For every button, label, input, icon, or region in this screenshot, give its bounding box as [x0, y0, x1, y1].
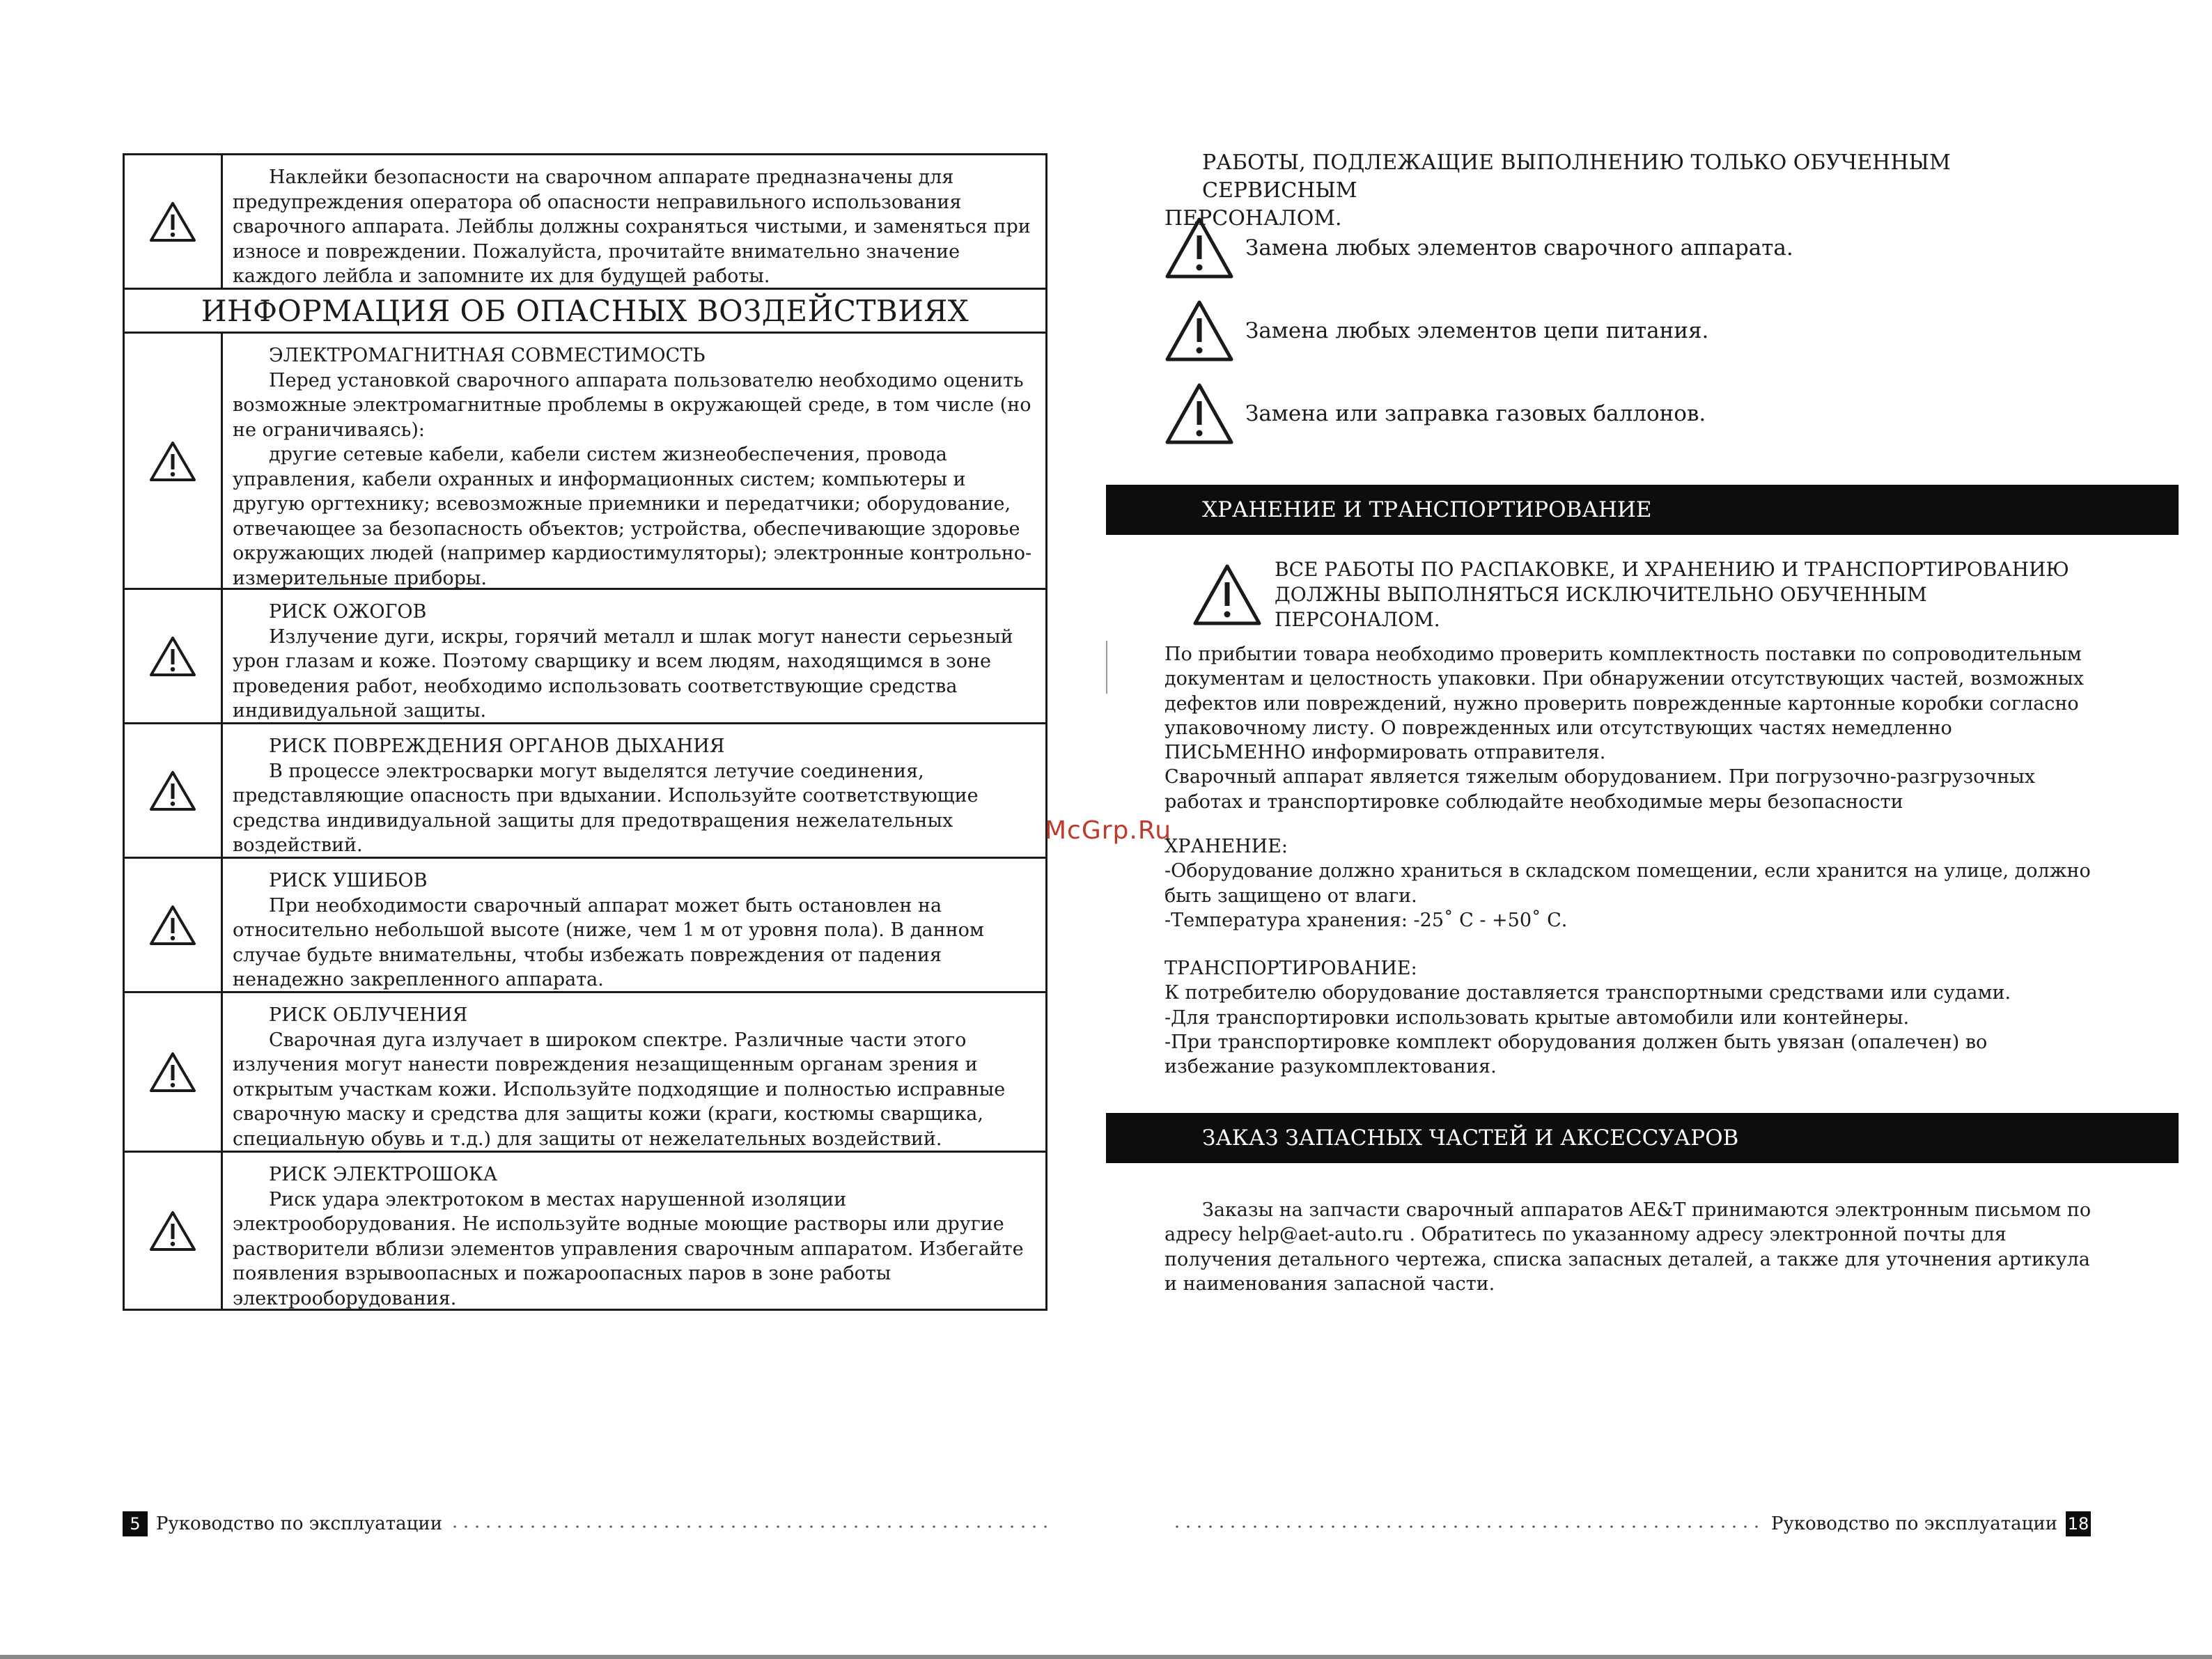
intro-row	[125, 155, 1045, 288]
parts-block	[1165, 1198, 2098, 1296]
hazard-title: РИСК ЭЛЕКТРОШОКА	[269, 1164, 498, 1185]
storage-title: ХРАНЕНИЕ:	[1165, 836, 1288, 857]
intro-text: Наклейки безопасности на сварочном аппарате предназначены для предупреждения оператора об опасности неправильного использования сварочного аппарата. Лейблы должны сохраняться чистыми, и заменяться при износе и повреждении. Пожалуйста, прочитайте внимательно значение каждого лейбла и запомните их для будущей работы.	[233, 166, 1031, 287]
hazard-text	[223, 590, 1045, 722]
footer-dots	[449, 1525, 1049, 1528]
hazard-title: РИСК ПОВРЕЖДЕНИЯ ОРГАНОВ ДЫХАНИЯ	[269, 735, 725, 757]
hazard-table	[123, 153, 1047, 1311]
footer-dots	[1171, 1525, 1764, 1528]
watermark: McGrp.Ru	[1045, 816, 1172, 845]
hazard-title: РИСК УШИБОВ	[269, 870, 428, 891]
page-number: 5	[123, 1511, 148, 1536]
hazard-row-emc	[125, 332, 1045, 588]
warning-text: ВСЕ РАБОТЫ ПО РАСПАКОВКЕ, И ХРАНЕНИЮ И ТРАНСПОРТИРОВАНИЮ ДОЛЖНЫ ВЫПОЛНЯТЬСЯ ИСКЛЮЧИТЕЛЬНО ОБУЧЕННЫМ ПЕРСОНАЛОМ.	[1275, 558, 2069, 631]
hazard-title: РИСК ОБЛУЧЕНИЯ	[269, 1004, 468, 1026]
footer-right	[1165, 1511, 2091, 1536]
hazard-text	[223, 859, 1045, 991]
parts-text: Заказы на запчасти сварочный аппаратов AE&T принимаются электронным письмом по адресу help@aet-auto.ru . Обратитесь по указанному адресу электронной почты для получения детального чертежа, списка запасных деталей, а также для уточнения артикула и наименования запасной части.	[1165, 1199, 2092, 1295]
arrival-block	[1165, 642, 2098, 814]
service-item: Замена любых элементов сварочного аппарата.	[1165, 215, 2070, 281]
service-item: Замена любых элементов цепи питания.	[1165, 297, 2070, 364]
hazard-text	[223, 1153, 1045, 1309]
transport-line: К потребителю оборудование доставляется транспортными средствами или судами.	[1165, 982, 2011, 1004]
hazard-paragraph: Перед установкой сварочного аппарата пользователю необходимо оценить возможные электромагнитные проблемы в окружающей среде, в том числе (но не ограничиваясь):	[233, 369, 1031, 441]
hazard-paragraph: другие сетевые кабели, кабели систем жизнеобеспечения, провода управления, кабели охранных и информационных систем; компьютеры и другую оргтехнику; всевозможные приемники и передатчики; оборудование, отвечающее за безопасность объектов; устройства, обеспечивающие здоровье окружающих людей (например кардиостимуляторы); электронные контрольно-измерительные приборы.	[233, 444, 1032, 589]
hazard-text	[223, 724, 1045, 857]
heavy-text: Сварочный аппарат является тяжелым оборудованием. При погрузочно-разгрузочных работах и транспортировке соблюдайте необходимые меры безопасности	[1165, 766, 2035, 813]
hazard-text	[223, 993, 1045, 1151]
page-divider	[1106, 641, 1107, 694]
warning-icon	[125, 724, 223, 857]
transport-block	[1165, 956, 2098, 1079]
warning-icon	[1165, 216, 1234, 280]
bottom-edge	[0, 1655, 2212, 1659]
warning-icon	[125, 155, 223, 288]
hazard-paragraph: Сварочная дуга излучает в широком спектре. Различные части этого излучения могут нанести повреждения незащищенным органам зрения и открытым участкам кожи. Используйте подходящие и полностью исправные сварочную маску и средства для защиты кожи (краги, костюмы сварщика, специальную обувь и т.д.) для защиты от нежелательных воздействий.	[233, 1029, 1006, 1150]
transport-title: ТРАНСПОРТИРОВАНИЕ:	[1165, 958, 1417, 979]
hazard-paragraph: В процессе электросварки могут выделятся летучие соединения, представляющие опасность при вдыхании. Используйте соответствующие средства индивидуальной защиты для предотвращения нежелательных воздействий.	[233, 760, 979, 856]
warning-icon	[1165, 382, 1234, 446]
warning-icon	[125, 859, 223, 991]
section-title: ИНФОРМАЦИЯ ОБ ОПАСНЫХ ВОЗДЕЙСТВИЯХ	[125, 288, 1045, 332]
service-item: Замена или заправка газовых баллонов.	[1165, 380, 2070, 447]
hazard-title: РИСК ОЖОГОВ	[269, 601, 427, 623]
hazard-row-shock	[125, 1151, 1045, 1309]
page-number: 18	[2066, 1511, 2091, 1536]
warning-icon	[125, 993, 223, 1151]
storage-section-band: ХРАНЕНИЕ И ТРАНСПОРТИРОВАНИЕ	[1106, 485, 2179, 535]
hazard-text	[223, 334, 1045, 588]
hazard-row-burns	[125, 588, 1045, 722]
hazard-row-bruises	[125, 857, 1045, 991]
hazard-title: ЭЛЕКТРОМАГНИТНАЯ СОВМЕСТИМОСТЬ	[269, 345, 706, 366]
transport-line: -При транспортировке комплект оборудования должен быть увязан (опалечен) во избежание разукомплектования.	[1165, 1031, 1988, 1078]
warning-icon	[1165, 299, 1234, 363]
hazard-paragraph: При необходимости сварочный аппарат может быть остановлен на относительно небольшой высоте (ниже, чем 1 м от уровня пола). В данном случае будьте внимательны, чтобы избежать повреждения от падения ненадежно закрепленного аппарата.	[233, 894, 984, 990]
footer-left	[123, 1511, 1056, 1536]
warning-icon	[125, 1153, 223, 1309]
warning-icon	[1192, 563, 1262, 627]
hazard-row-respiratory	[125, 722, 1045, 857]
footer-label: Руководство по эксплуатации	[1770, 1513, 2057, 1534]
hazard-row-radiation	[125, 991, 1045, 1151]
service-heading: РАБОТЫ, ПОДЛЕЖАЩИЕ ВЫПОЛНЕНИЮ ТОЛЬКО ОБУЧЕННЫМ СЕРВИСНЫМ ПЕРСОНАЛОМ.	[1165, 150, 1951, 231]
storage-line: -Температура хранения: -25˚ С - +50˚ С.	[1165, 909, 1568, 931]
hazard-paragraph: Риск удара электротоком в местах нарушенной изоляции электрооборудования. Не используйте водные моющие растворы или другие растворители вблизи элементов управления сварочным аппаратом. Избегайте появления взрывоопасных и пожароопасных паров в зоне работы электрооборудования.	[233, 1188, 1024, 1309]
storage-block	[1165, 834, 2098, 933]
transport-line: -Для транспортировки использовать крытые автомобили или контейнеры.	[1165, 1006, 1910, 1029]
hazard-paragraph: Излучение дуги, искры, горячий металл и шлак могут нанести серьезный урон глазам и коже. Поэтому сварщику и всем людям, находящимся в зоне проведения работ, необходимо использовать соответствующие средства индивидуальной защиты.	[233, 625, 1013, 722]
storage-warning	[1192, 557, 2098, 632]
arrival-text: По прибытии товара необходимо проверить комплектность поставки по сопроводительным документам и целостность упаковки. При обнаружении отсутствующих частей, возможных дефектов или повреждений, нужно проверить поврежденные картонные коробки согласно упаковочному листу. О поврежденных или отсутствующих частях немедленно ПИСЬМЕННО информировать отправителя.	[1165, 644, 2084, 764]
footer-label: Руководство по эксплуатации	[156, 1513, 443, 1534]
storage-line: -Оборудование должно храниться в складском помещении, если хранится на улице, должно быть защищено от влаги.	[1165, 860, 2091, 907]
parts-section-band: ЗАКАЗ ЗАПАСНЫХ ЧАСТЕЙ И АКСЕССУАРОВ	[1106, 1113, 2179, 1163]
warning-icon	[125, 334, 223, 588]
warning-icon	[125, 590, 223, 722]
